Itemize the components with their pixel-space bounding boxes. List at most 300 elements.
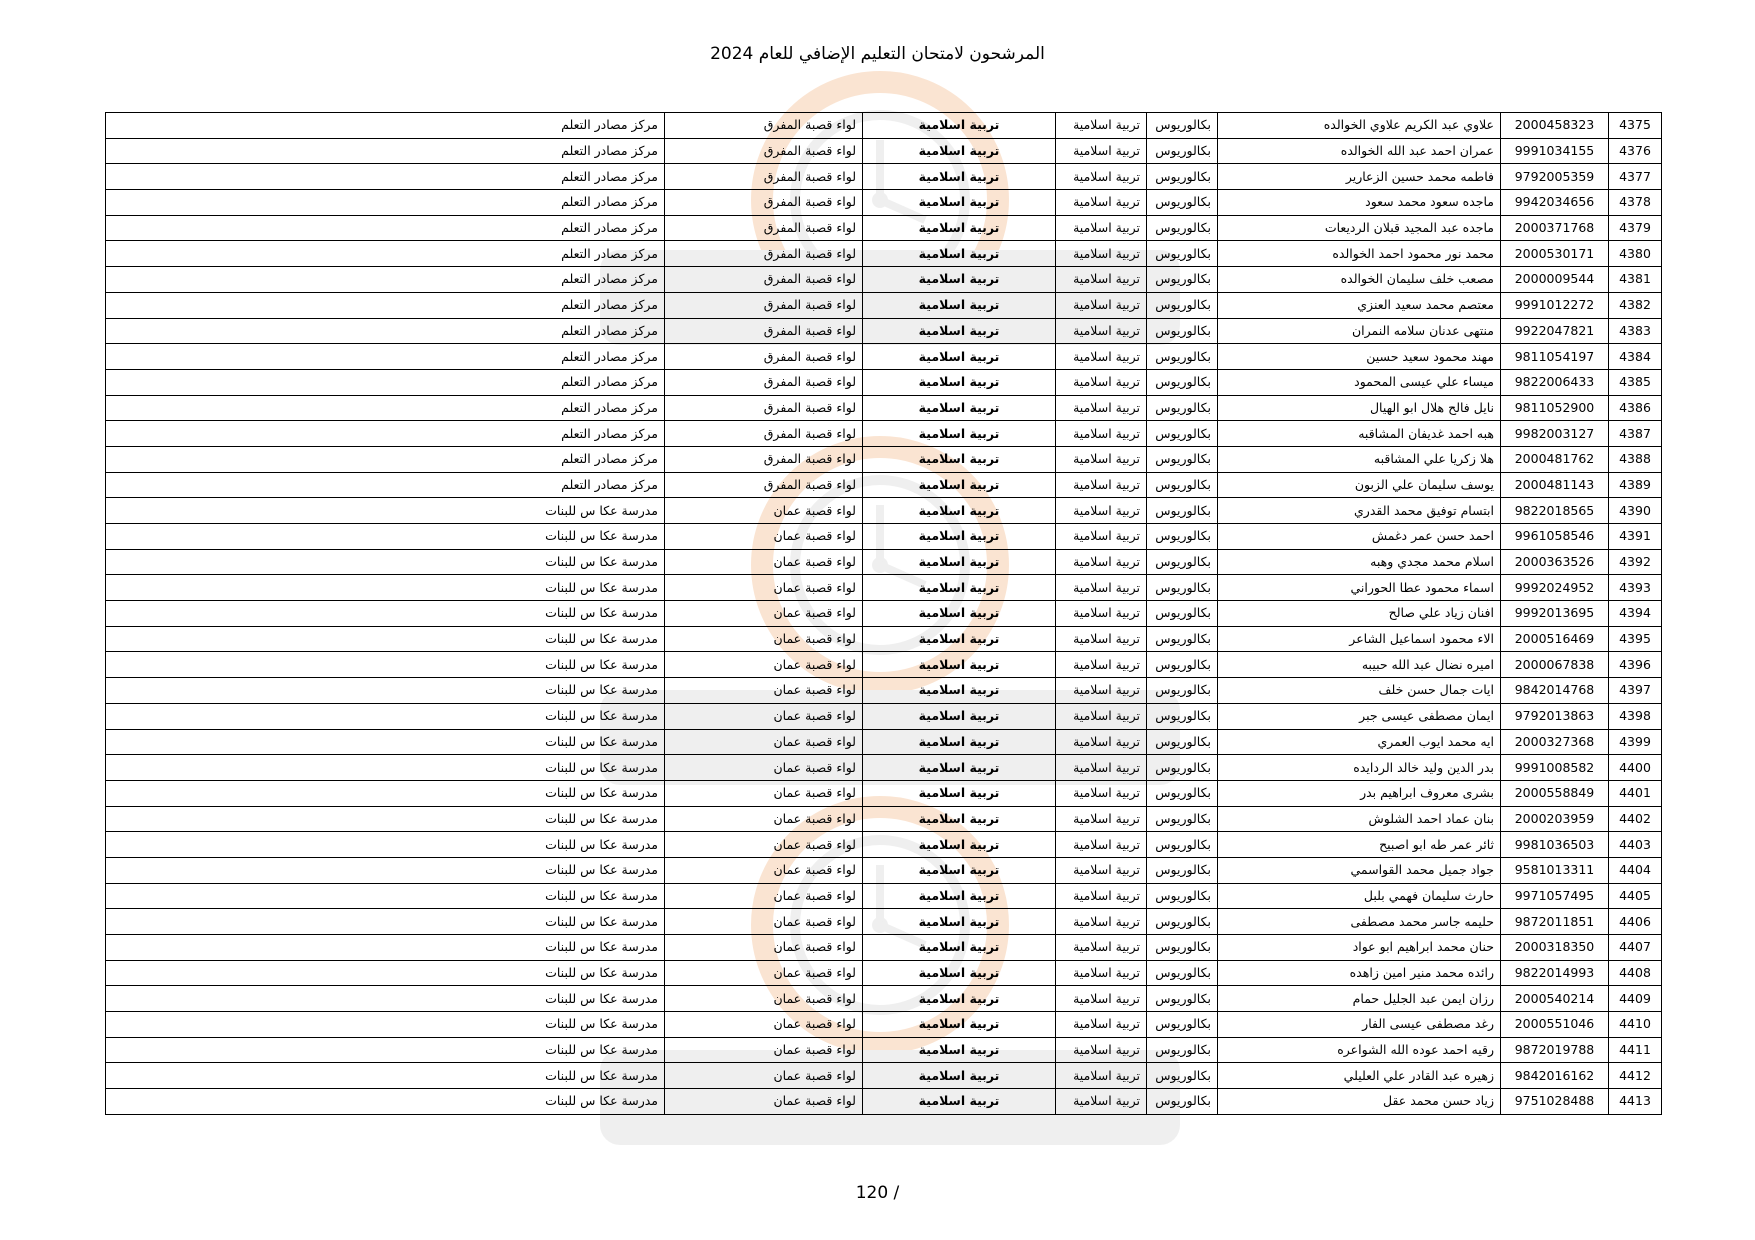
exam-subject-cell: تربية اسلامية: [863, 113, 1056, 139]
row-number-cell: 4407: [1609, 935, 1662, 961]
national-id-cell: 9961058546: [1501, 524, 1609, 550]
exam-center-cell: مركز مصادر التعلم: [106, 292, 665, 318]
national-id-cell: 9991034155: [1501, 138, 1609, 164]
row-number-cell: 4385: [1609, 369, 1662, 395]
candidate-name-cell: بشرى معروف ابراهيم بدر: [1218, 780, 1501, 806]
major-cell: تربية اسلامية: [1056, 883, 1147, 909]
major-cell: تربية اسلامية: [1056, 164, 1147, 190]
district-cell: لواء قصبة المفرق: [665, 138, 863, 164]
major-cell: تربية اسلامية: [1056, 1063, 1147, 1089]
qualification-cell: بكالوريوس: [1147, 446, 1218, 472]
major-cell: تربية اسلامية: [1056, 832, 1147, 858]
exam-subject-cell: تربية اسلامية: [863, 755, 1056, 781]
national-id-cell: 2000203959: [1501, 806, 1609, 832]
major-cell: تربية اسلامية: [1056, 678, 1147, 704]
row-number-cell: 4410: [1609, 1012, 1662, 1038]
qualification-cell: بكالوريوس: [1147, 678, 1218, 704]
major-cell: تربية اسلامية: [1056, 909, 1147, 935]
candidate-name-cell: حليمه جاسر محمد مصطفى: [1218, 909, 1501, 935]
table-row: [106, 369, 1662, 395]
exam-subject-cell: تربية اسلامية: [863, 601, 1056, 627]
district-cell: لواء قصبة عمان: [665, 883, 863, 909]
exam-center-cell: مركز مصادر التعلم: [106, 421, 665, 447]
candidate-name-cell: يوسف سليمان علي الزبون: [1218, 472, 1501, 498]
exam-center-cell: مركز مصادر التعلم: [106, 472, 665, 498]
exam-center-cell: مدرسة عكا س للبنات: [106, 549, 665, 575]
table-row: [106, 113, 1662, 139]
district-cell: لواء قصبة عمان: [665, 935, 863, 961]
table-row: [106, 909, 1662, 935]
table-row: [106, 857, 1662, 883]
national-id-cell: 9942034656: [1501, 190, 1609, 216]
exam-subject-cell: تربية اسلامية: [863, 318, 1056, 344]
candidate-name-cell: بدر الدين وليد خالد الردايده: [1218, 755, 1501, 781]
major-cell: تربية اسلامية: [1056, 421, 1147, 447]
exam-center-cell: مدرسة عكا س للبنات: [106, 498, 665, 524]
district-cell: لواء قصبة عمان: [665, 806, 863, 832]
exam-center-cell: مدرسة عكا س للبنات: [106, 601, 665, 627]
national-id-cell: 9922047821: [1501, 318, 1609, 344]
national-id-cell: 9971057495: [1501, 883, 1609, 909]
qualification-cell: بكالوريوس: [1147, 498, 1218, 524]
exam-center-cell: مركز مصادر التعلم: [106, 241, 665, 267]
exam-center-cell: مدرسة عكا س للبنات: [106, 626, 665, 652]
row-number-cell: 4408: [1609, 960, 1662, 986]
national-id-cell: 9872011851: [1501, 909, 1609, 935]
exam-subject-cell: تربية اسلامية: [863, 1089, 1056, 1115]
qualification-cell: بكالوريوس: [1147, 1089, 1218, 1115]
national-id-cell: 2000371768: [1501, 215, 1609, 241]
candidate-name-cell: محمد نور محمود احمد الخوالده: [1218, 241, 1501, 267]
qualification-cell: بكالوريوس: [1147, 935, 1218, 961]
table-row: [106, 318, 1662, 344]
exam-subject-cell: تربية اسلامية: [863, 575, 1056, 601]
row-number-cell: 4389: [1609, 472, 1662, 498]
district-cell: لواء قصبة المفرق: [665, 369, 863, 395]
district-cell: لواء قصبة عمان: [665, 729, 863, 755]
exam-center-cell: مركز مصادر التعلم: [106, 369, 665, 395]
row-number-cell: 4401: [1609, 780, 1662, 806]
candidate-name-cell: بنان عماد احمد الشلوش: [1218, 806, 1501, 832]
major-cell: تربية اسلامية: [1056, 960, 1147, 986]
exam-center-cell: مدرسة عكا س للبنات: [106, 960, 665, 986]
exam-subject-cell: تربية اسلامية: [863, 857, 1056, 883]
exam-center-cell: مدرسة عكا س للبنات: [106, 703, 665, 729]
row-number-cell: 4393: [1609, 575, 1662, 601]
major-cell: تربية اسلامية: [1056, 113, 1147, 139]
exam-subject-cell: تربية اسلامية: [863, 549, 1056, 575]
major-cell: تربية اسلامية: [1056, 806, 1147, 832]
national-id-cell: 2000318350: [1501, 935, 1609, 961]
exam-subject-cell: تربية اسلامية: [863, 780, 1056, 806]
national-id-cell: 2000458323: [1501, 113, 1609, 139]
major-cell: تربية اسلامية: [1056, 935, 1147, 961]
qualification-cell: بكالوريوس: [1147, 524, 1218, 550]
district-cell: لواء قصبة المفرق: [665, 164, 863, 190]
national-id-cell: 9982003127: [1501, 421, 1609, 447]
national-id-cell: 9751028488: [1501, 1089, 1609, 1115]
exam-subject-cell: تربية اسلامية: [863, 960, 1056, 986]
exam-subject-cell: تربية اسلامية: [863, 703, 1056, 729]
district-cell: لواء قصبة المفرق: [665, 446, 863, 472]
major-cell: تربية اسلامية: [1056, 241, 1147, 267]
row-number-cell: 4382: [1609, 292, 1662, 318]
national-id-cell: 2000481143: [1501, 472, 1609, 498]
national-id-cell: 2000009544: [1501, 267, 1609, 293]
exam-center-cell: مدرسة عكا س للبنات: [106, 1037, 665, 1063]
exam-subject-cell: تربية اسلامية: [863, 292, 1056, 318]
candidate-name-cell: رقيه احمد عوده الله الشواعره: [1218, 1037, 1501, 1063]
exam-subject-cell: تربية اسلامية: [863, 241, 1056, 267]
qualification-cell: بكالوريوس: [1147, 780, 1218, 806]
table-row: [106, 421, 1662, 447]
exam-center-cell: مركز مصادر التعلم: [106, 190, 665, 216]
national-id-cell: 2000530171: [1501, 241, 1609, 267]
candidate-name-cell: فاطمه محمد حسين الزعارير: [1218, 164, 1501, 190]
exam-center-cell: مركز مصادر التعلم: [106, 446, 665, 472]
national-id-cell: 2000551046: [1501, 1012, 1609, 1038]
national-id-cell: 2000558849: [1501, 780, 1609, 806]
exam-center-cell: مركز مصادر التعلم: [106, 267, 665, 293]
exam-subject-cell: تربية اسلامية: [863, 498, 1056, 524]
table-row: [106, 446, 1662, 472]
candidate-name-cell: مهند محمود سعيد حسين: [1218, 344, 1501, 370]
exam-subject-cell: تربية اسلامية: [863, 344, 1056, 370]
table-row: [106, 190, 1662, 216]
national-id-cell: 9581013311: [1501, 857, 1609, 883]
exam-center-cell: مدرسة عكا س للبنات: [106, 575, 665, 601]
candidate-name-cell: افنان زياد علي صالح: [1218, 601, 1501, 627]
national-id-cell: 2000327368: [1501, 729, 1609, 755]
exam-subject-cell: تربية اسلامية: [863, 986, 1056, 1012]
exam-subject-cell: تربية اسلامية: [863, 421, 1056, 447]
qualification-cell: بكالوريوس: [1147, 832, 1218, 858]
exam-center-cell: مدرسة عكا س للبنات: [106, 1012, 665, 1038]
district-cell: لواء قصبة المفرق: [665, 267, 863, 293]
candidate-name-cell: ايه محمد ايوب العمري: [1218, 729, 1501, 755]
table-row: [106, 138, 1662, 164]
major-cell: تربية اسلامية: [1056, 446, 1147, 472]
qualification-cell: بكالوريوس: [1147, 703, 1218, 729]
major-cell: تربية اسلامية: [1056, 601, 1147, 627]
exam-subject-cell: تربية اسلامية: [863, 832, 1056, 858]
table-row: [106, 755, 1662, 781]
exam-center-cell: مدرسة عكا س للبنات: [106, 524, 665, 550]
candidate-name-cell: احمد حسن عمر دغمش: [1218, 524, 1501, 550]
qualification-cell: بكالوريوس: [1147, 1063, 1218, 1089]
row-number-cell: 4375: [1609, 113, 1662, 139]
table-row: [106, 626, 1662, 652]
exam-center-cell: مدرسة عكا س للبنات: [106, 909, 665, 935]
exam-center-cell: مركز مصادر التعلم: [106, 395, 665, 421]
exam-center-cell: مدرسة عكا س للبنات: [106, 883, 665, 909]
qualification-cell: بكالوريوس: [1147, 267, 1218, 293]
national-id-cell: 9842014768: [1501, 678, 1609, 704]
candidate-name-cell: اسماء محمود عطا الحوراني: [1218, 575, 1501, 601]
district-cell: لواء قصبة المفرق: [665, 421, 863, 447]
qualification-cell: بكالوريوس: [1147, 318, 1218, 344]
district-cell: لواء قصبة عمان: [665, 755, 863, 781]
table-row: [106, 703, 1662, 729]
row-number-cell: 4376: [1609, 138, 1662, 164]
qualification-cell: بكالوريوس: [1147, 190, 1218, 216]
exam-center-cell: مدرسة عكا س للبنات: [106, 806, 665, 832]
district-cell: لواء قصبة عمان: [665, 703, 863, 729]
exam-center-cell: مركز مصادر التعلم: [106, 164, 665, 190]
qualification-cell: بكالوريوس: [1147, 472, 1218, 498]
row-number-cell: 4402: [1609, 806, 1662, 832]
table-row: [106, 215, 1662, 241]
qualification-cell: بكالوريوس: [1147, 960, 1218, 986]
qualification-cell: بكالوريوس: [1147, 421, 1218, 447]
major-cell: تربية اسلامية: [1056, 344, 1147, 370]
exam-subject-cell: تربية اسلامية: [863, 626, 1056, 652]
candidate-name-cell: رزان ايمن عبد الجليل حمام: [1218, 986, 1501, 1012]
candidate-name-cell: اميره نضال عبد الله حبيبه: [1218, 652, 1501, 678]
national-id-cell: 2000481762: [1501, 446, 1609, 472]
major-cell: تربية اسلامية: [1056, 755, 1147, 781]
candidate-name-cell: جواد جميل محمد القواسمي: [1218, 857, 1501, 883]
qualification-cell: بكالوريوس: [1147, 549, 1218, 575]
candidate-name-cell: حنان محمد ابراهيم ابو عواد: [1218, 935, 1501, 961]
table-row: [106, 575, 1662, 601]
major-cell: تربية اسلامية: [1056, 369, 1147, 395]
row-number-cell: 4388: [1609, 446, 1662, 472]
exam-subject-cell: تربية اسلامية: [863, 524, 1056, 550]
row-number-cell: 4380: [1609, 241, 1662, 267]
table-row: [106, 549, 1662, 575]
exam-center-cell: مدرسة عكا س للبنات: [106, 1089, 665, 1115]
national-id-cell: 2000540214: [1501, 986, 1609, 1012]
major-cell: تربية اسلامية: [1056, 292, 1147, 318]
exam-subject-cell: تربية اسلامية: [863, 935, 1056, 961]
national-id-cell: 9822018565: [1501, 498, 1609, 524]
candidate-name-cell: هلا زكريا علي المشاقبه: [1218, 446, 1501, 472]
row-number-cell: 4386: [1609, 395, 1662, 421]
qualification-cell: بكالوريوس: [1147, 909, 1218, 935]
exam-center-cell: مدرسة عكا س للبنات: [106, 780, 665, 806]
candidate-name-cell: ميساء علي عيسى المحمود: [1218, 369, 1501, 395]
qualification-cell: بكالوريوس: [1147, 626, 1218, 652]
candidate-name-cell: هبه احمد غديفان المشاقبه: [1218, 421, 1501, 447]
national-id-cell: 9811054197: [1501, 344, 1609, 370]
qualification-cell: بكالوريوس: [1147, 113, 1218, 139]
district-cell: لواء قصبة عمان: [665, 780, 863, 806]
candidate-name-cell: مصعب خلف سليمان الخوالده: [1218, 267, 1501, 293]
row-number-cell: 4396: [1609, 652, 1662, 678]
exam-subject-cell: تربية اسلامية: [863, 729, 1056, 755]
major-cell: تربية اسلامية: [1056, 524, 1147, 550]
exam-center-cell: مدرسة عكا س للبنات: [106, 935, 665, 961]
candidate-name-cell: ثائر عمر طه ابو اصبيح: [1218, 832, 1501, 858]
exam-subject-cell: تربية اسلامية: [863, 883, 1056, 909]
exam-center-cell: مركز مصادر التعلم: [106, 344, 665, 370]
major-cell: تربية اسلامية: [1056, 780, 1147, 806]
national-id-cell: 2000363526: [1501, 549, 1609, 575]
qualification-cell: بكالوريوس: [1147, 601, 1218, 627]
national-id-cell: 9842016162: [1501, 1063, 1609, 1089]
qualification-cell: بكالوريوس: [1147, 164, 1218, 190]
exam-subject-cell: تربية اسلامية: [863, 472, 1056, 498]
national-id-cell: 9992024952: [1501, 575, 1609, 601]
national-id-cell: 9822014993: [1501, 960, 1609, 986]
table-row: [106, 935, 1662, 961]
district-cell: لواء قصبة عمان: [665, 1012, 863, 1038]
table-row: [106, 498, 1662, 524]
major-cell: تربية اسلامية: [1056, 498, 1147, 524]
table-row: [106, 1063, 1662, 1089]
candidate-name-cell: رائده محمد منير امين زاهده: [1218, 960, 1501, 986]
national-id-cell: 9992013695: [1501, 601, 1609, 627]
qualification-cell: بكالوريوس: [1147, 857, 1218, 883]
national-id-cell: 9981036503: [1501, 832, 1609, 858]
major-cell: تربية اسلامية: [1056, 1089, 1147, 1115]
major-cell: تربية اسلامية: [1056, 703, 1147, 729]
qualification-cell: بكالوريوس: [1147, 986, 1218, 1012]
exam-subject-cell: تربية اسلامية: [863, 164, 1056, 190]
row-number-cell: 4392: [1609, 549, 1662, 575]
candidate-name-cell: ايمان مصطفى عيسى جبر: [1218, 703, 1501, 729]
qualification-cell: بكالوريوس: [1147, 1012, 1218, 1038]
page-number: 120 /: [855, 1183, 900, 1203]
major-cell: تربية اسلامية: [1056, 857, 1147, 883]
table-row: [106, 524, 1662, 550]
row-number-cell: 4395: [1609, 626, 1662, 652]
page-title: المرشحون لامتحان التعليم الإضافي للعام 2024: [710, 44, 1045, 64]
major-cell: تربية اسلامية: [1056, 549, 1147, 575]
exam-center-cell: مركز مصادر التعلم: [106, 318, 665, 344]
table-row: [106, 883, 1662, 909]
row-number-cell: 4399: [1609, 729, 1662, 755]
table-row: [106, 472, 1662, 498]
row-number-cell: 4412: [1609, 1063, 1662, 1089]
exam-subject-cell: تربية اسلامية: [863, 190, 1056, 216]
district-cell: لواء قصبة عمان: [665, 626, 863, 652]
national-id-cell: 9792005359: [1501, 164, 1609, 190]
candidate-name-cell: علاوي عبد الكريم علاوي الخوالده: [1218, 113, 1501, 139]
major-cell: تربية اسلامية: [1056, 652, 1147, 678]
candidate-name-cell: زياد حسن محمد عقل: [1218, 1089, 1501, 1115]
row-number-cell: 4391: [1609, 524, 1662, 550]
exam-center-cell: مدرسة عكا س للبنات: [106, 729, 665, 755]
major-cell: تربية اسلامية: [1056, 1012, 1147, 1038]
national-id-cell: 9792013863: [1501, 703, 1609, 729]
row-number-cell: 4381: [1609, 267, 1662, 293]
qualification-cell: بكالوريوس: [1147, 755, 1218, 781]
table-row: [106, 1012, 1662, 1038]
qualification-cell: بكالوريوس: [1147, 292, 1218, 318]
major-cell: تربية اسلامية: [1056, 626, 1147, 652]
district-cell: لواء قصبة عمان: [665, 498, 863, 524]
exam-center-cell: مدرسة عكا س للبنات: [106, 652, 665, 678]
row-number-cell: 4390: [1609, 498, 1662, 524]
table-row: [106, 292, 1662, 318]
national-id-cell: 2000067838: [1501, 652, 1609, 678]
major-cell: تربية اسلامية: [1056, 267, 1147, 293]
district-cell: لواء قصبة المفرق: [665, 215, 863, 241]
row-number-cell: 4379: [1609, 215, 1662, 241]
table-row: [106, 164, 1662, 190]
candidate-name-cell: نايل فالح هلال ابو الهيال: [1218, 395, 1501, 421]
district-cell: لواء قصبة عمان: [665, 524, 863, 550]
district-cell: لواء قصبة المفرق: [665, 190, 863, 216]
candidate-name-cell: عمران احمد عبد الله الخوالده: [1218, 138, 1501, 164]
major-cell: تربية اسلامية: [1056, 138, 1147, 164]
exam-center-cell: مركز مصادر التعلم: [106, 138, 665, 164]
candidate-name-cell: ابتسام توفيق محمد القدري: [1218, 498, 1501, 524]
qualification-cell: بكالوريوس: [1147, 883, 1218, 909]
major-cell: تربية اسلامية: [1056, 395, 1147, 421]
qualification-cell: بكالوريوس: [1147, 215, 1218, 241]
national-id-cell: 9991012272: [1501, 292, 1609, 318]
exam-center-cell: مدرسة عكا س للبنات: [106, 755, 665, 781]
row-number-cell: 4406: [1609, 909, 1662, 935]
exam-subject-cell: تربية اسلامية: [863, 678, 1056, 704]
qualification-cell: بكالوريوس: [1147, 395, 1218, 421]
candidate-name-cell: رغد مصطفى عيسى الفار: [1218, 1012, 1501, 1038]
major-cell: تربية اسلامية: [1056, 318, 1147, 344]
table-row: [106, 806, 1662, 832]
district-cell: لواء قصبة المفرق: [665, 241, 863, 267]
row-number-cell: 4405: [1609, 883, 1662, 909]
table-row: [106, 729, 1662, 755]
district-cell: لواء قصبة عمان: [665, 1037, 863, 1063]
exam-center-cell: مدرسة عكا س للبنات: [106, 986, 665, 1012]
row-number-cell: 4413: [1609, 1089, 1662, 1115]
exam-subject-cell: تربية اسلامية: [863, 652, 1056, 678]
exam-subject-cell: تربية اسلامية: [863, 909, 1056, 935]
major-cell: تربية اسلامية: [1056, 1037, 1147, 1063]
table-row: [106, 832, 1662, 858]
district-cell: لواء قصبة عمان: [665, 549, 863, 575]
row-number-cell: 4384: [1609, 344, 1662, 370]
row-number-cell: 4377: [1609, 164, 1662, 190]
major-cell: تربية اسلامية: [1056, 729, 1147, 755]
exam-center-cell: مركز مصادر التعلم: [106, 113, 665, 139]
major-cell: تربية اسلامية: [1056, 575, 1147, 601]
qualification-cell: بكالوريوس: [1147, 806, 1218, 832]
national-id-cell: 9811052900: [1501, 395, 1609, 421]
district-cell: لواء قصبة عمان: [665, 601, 863, 627]
table-row: [106, 241, 1662, 267]
row-number-cell: 4387: [1609, 421, 1662, 447]
exam-center-cell: مدرسة عكا س للبنات: [106, 678, 665, 704]
district-cell: لواء قصبة عمان: [665, 652, 863, 678]
candidate-name-cell: ماجده عبد المجيد قبلان الرديعات: [1218, 215, 1501, 241]
exam-subject-cell: تربية اسلامية: [863, 369, 1056, 395]
district-cell: لواء قصبة عمان: [665, 1063, 863, 1089]
district-cell: لواء قصبة عمان: [665, 678, 863, 704]
candidate-name-cell: حارث سليمان فهمي بلبل: [1218, 883, 1501, 909]
candidate-name-cell: منتهى عدنان سلامه النمران: [1218, 318, 1501, 344]
exam-subject-cell: تربية اسلامية: [863, 446, 1056, 472]
row-number-cell: 4411: [1609, 1037, 1662, 1063]
national-id-cell: 2000516469: [1501, 626, 1609, 652]
row-number-cell: 4383: [1609, 318, 1662, 344]
exam-center-cell: مدرسة عكا س للبنات: [106, 832, 665, 858]
candidate-name-cell: معتصم محمد سعيد العنزي: [1218, 292, 1501, 318]
table-row: [106, 395, 1662, 421]
district-cell: لواء قصبة عمان: [665, 909, 863, 935]
district-cell: لواء قصبة عمان: [665, 857, 863, 883]
district-cell: لواء قصبة المفرق: [665, 344, 863, 370]
row-number-cell: 4394: [1609, 601, 1662, 627]
national-id-cell: 9991008582: [1501, 755, 1609, 781]
district-cell: لواء قصبة المفرق: [665, 113, 863, 139]
exam-subject-cell: تربية اسلامية: [863, 1012, 1056, 1038]
table-row: [106, 601, 1662, 627]
row-number-cell: 4397: [1609, 678, 1662, 704]
